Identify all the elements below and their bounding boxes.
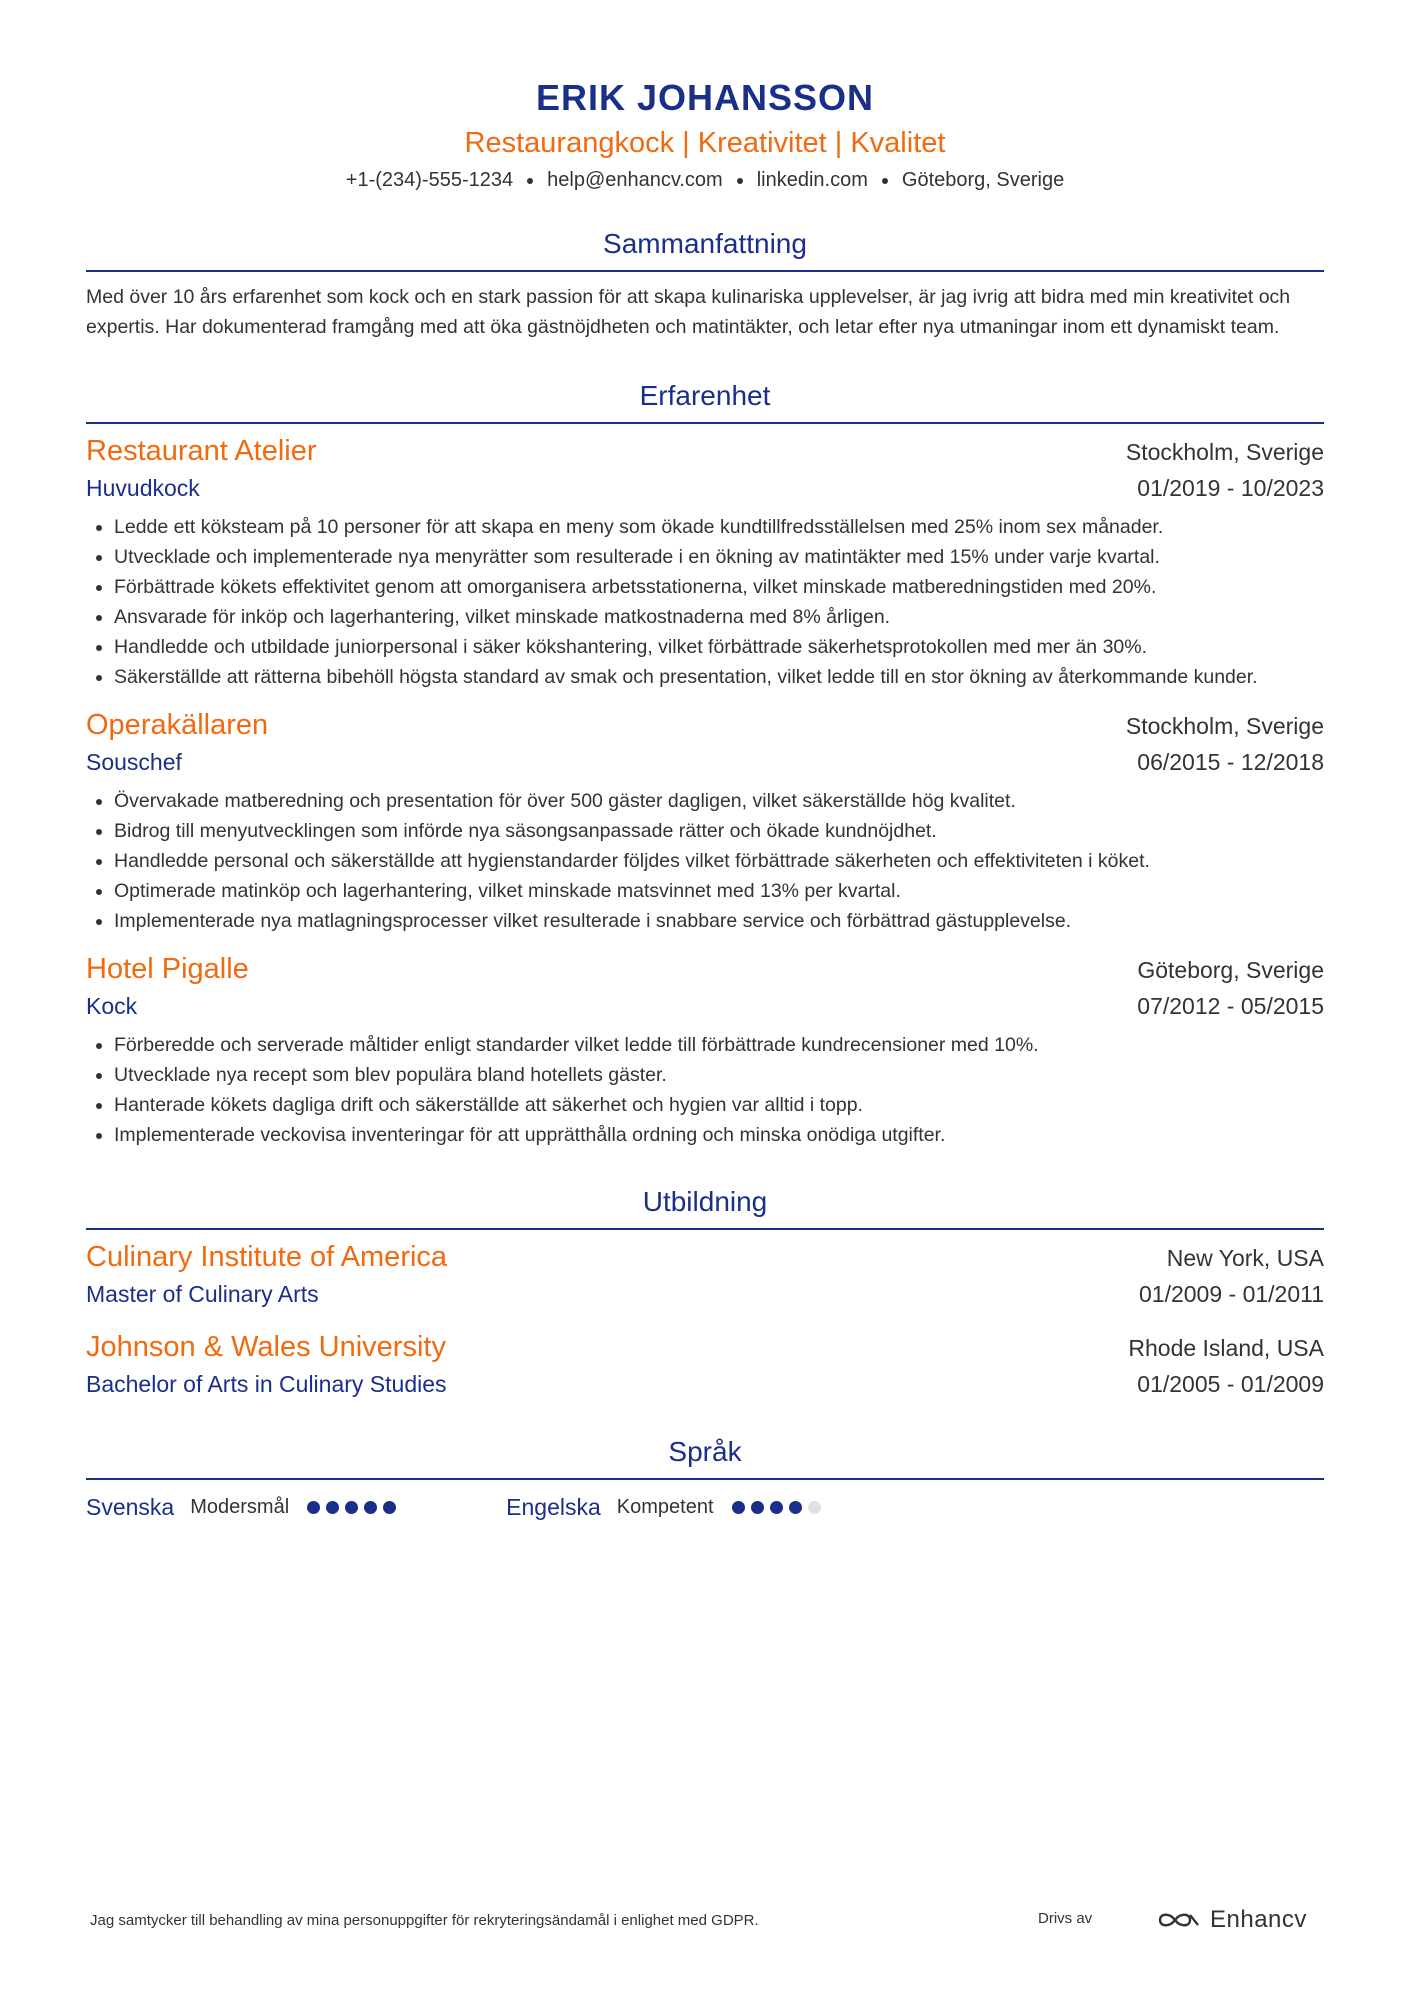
bullet-item: Ansvarade för inköp och lagerhantering, vilket minskade matkostnaderna med 8% årligen. — [86, 602, 1324, 632]
bullet-item: Implementerade nya matlagningsprocesser vilket resulterade i snabbare service och förbättrad gästupplevelse. — [86, 906, 1324, 936]
contact-line — [86, 166, 1324, 194]
school-location: New York, USA — [1166, 1245, 1324, 1271]
education-entry — [86, 1328, 1324, 1402]
education-dates: 01/2009 - 01/2011 — [1138, 1281, 1324, 1307]
degree: Master of Culinary Arts — [86, 1281, 319, 1307]
language-item — [506, 1494, 826, 1521]
email[interactable]: help@enhancv.com — [547, 169, 723, 191]
job-role: Kock — [86, 993, 138, 1019]
school-name: Johnson & Wales University — [86, 1331, 446, 1363]
job-dates: 06/2015 - 12/2018 — [1137, 749, 1324, 775]
bullet-item: Bidrog till menyutvecklingen som införde nya säsongsanpassade rätter och ökade kundnöjdhet. — [86, 816, 1324, 846]
enhancv-logo-icon — [1156, 1907, 1204, 1933]
job-entry — [86, 950, 1324, 1150]
job-entry — [86, 706, 1324, 936]
education-section — [86, 1184, 1324, 1402]
proficiency-dot-filled — [345, 1501, 358, 1514]
languages-list — [86, 1494, 1324, 1521]
education-entry — [86, 1238, 1324, 1312]
bullet-item: Hanterade kökets dagliga drift och säkerställde att säkerhet och hygien var alltid i topp. — [86, 1090, 1324, 1120]
separator-dot — [527, 178, 533, 184]
job-bullets — [86, 1030, 1324, 1150]
footer — [90, 1906, 1320, 1946]
job-location: Göteborg, Sverige — [1137, 957, 1324, 983]
language-name: Svenska — [86, 1494, 175, 1520]
bullet-item: Utvecklade och implementerade nya menyrätter som resulterade i en ökning av matintäkter med 15% under varje kvartal. — [86, 542, 1324, 572]
phone: +1-(234)-555-1234 — [345, 169, 514, 191]
degree: Bachelor of Arts in Culinary Studies — [86, 1371, 447, 1397]
proficiency-dot-filled — [364, 1501, 377, 1514]
proficiency-dot-filled — [326, 1501, 339, 1514]
school-name: Culinary Institute of America — [86, 1241, 448, 1273]
linkedin[interactable]: linkedin.com — [756, 169, 868, 191]
bullet-item: Implementerade veckovisa inventeringar för att upprätthålla ordning och minska onödiga utgifter. — [86, 1120, 1324, 1150]
candidate-name: ERIK JOHANSSON — [535, 77, 875, 118]
bullet-item: Handledde personal och säkerställde att hygienstandarder följdes vilket förbättrade säkerheten och effektiviteten i köket. — [86, 846, 1324, 876]
tagline: Restaurangkock | Kreativitet | Kvalitet — [464, 127, 946, 159]
language-level: Kompetent — [616, 1496, 714, 1518]
summary-section — [86, 226, 1324, 342]
language-item — [86, 1494, 402, 1521]
experience-section — [86, 378, 1324, 1150]
education-title: Utbildning — [86, 1184, 1324, 1230]
job-dates: 01/2019 - 10/2023 — [1137, 475, 1324, 501]
bullet-item: Förberedde och serverade måltider enligt standarder vilket ledde till förbättrade kundrecensioner med 10%. — [86, 1030, 1324, 1060]
powered-by: Drivs av — [1038, 1910, 1093, 1927]
languages-section — [86, 1434, 1324, 1521]
bullet-item: Ledde ett köksteam på 10 personer för att skapa en meny som ökade kundtillfredsställelsen med 25% inom sex månader. — [86, 512, 1324, 542]
job-dates: 07/2012 - 05/2015 — [1137, 993, 1324, 1019]
school-location: Rhode Island, USA — [1128, 1335, 1324, 1361]
location: Göteborg, Sverige — [901, 169, 1065, 191]
job-bullets — [86, 512, 1324, 692]
bullet-item: Optimerade matinköp och lagerhantering, vilket minskade matsvinnet med 13% per kvartal. — [86, 876, 1324, 906]
job-bullets — [86, 786, 1324, 936]
proficiency-dot-empty — [808, 1501, 821, 1514]
bullet-item: Handledde och utbildade juniorpersonal i säker kökshantering, vilket förbättrade säkerhetsprotokollen med mer än 30%. — [86, 632, 1324, 662]
bullet-item: Utvecklade nya recept som blev populära bland hotellets gäster. — [86, 1060, 1324, 1090]
experience-title: Erfarenhet — [86, 378, 1324, 424]
proficiency-dot-filled — [789, 1501, 802, 1514]
summary-title: Sammanfattning — [86, 226, 1324, 272]
language-level: Modersmål — [190, 1496, 290, 1518]
gdpr-consent: Jag samtycker till behandling av mina personuppgifter för rekryteringsändamål i enlighet med GDPR. — [90, 1912, 759, 1929]
company-name: Hotel Pigalle — [86, 953, 249, 985]
separator-dot — [737, 178, 743, 184]
proficiency-dot-filled — [770, 1501, 783, 1514]
proficiency-dot-filled — [751, 1501, 764, 1514]
languages-title: Språk — [86, 1434, 1324, 1480]
separator-dot — [882, 178, 888, 184]
company-name: Restaurant Atelier — [86, 435, 317, 467]
job-location: Stockholm, Sverige — [1125, 439, 1324, 465]
job-role: Huvudkock — [86, 475, 200, 501]
company-name: Operakällaren — [86, 709, 269, 741]
brand-name: Enhancv — [1210, 1906, 1307, 1933]
language-name: Engelska — [506, 1494, 601, 1520]
proficiency-dot-filled — [307, 1501, 320, 1514]
job-entry — [86, 432, 1324, 692]
job-location: Stockholm, Sverige — [1125, 713, 1324, 739]
resume-page — [86, 0, 1324, 1521]
job-role: Souschef — [86, 749, 182, 775]
bullet-item: Övervakade matberedning och presentation för över 500 gäster dagligen, vilket säkerställde hög kvalitet. — [86, 786, 1324, 816]
proficiency-dots — [732, 1501, 827, 1514]
proficiency-dot-filled — [732, 1501, 745, 1514]
bullet-item: Säkerställde att rätterna bibehöll högsta standard av smak och presentation, vilket ledde till en stor ökning av återkommande kunder. — [86, 662, 1324, 692]
summary-text: Med över 10 års erfarenhet som kock och en stark passion för att skapa kulinariska upplevelser, är jag ivrig att bidra med min kreativitet och expertis. Har dokumenterad framgång med att öka gästnöjdheten och matintäkter, och letar efter nya utmaningar inom ett dynamiskt team. — [86, 286, 1291, 338]
brand-logo[interactable] — [1156, 1906, 1307, 1934]
education-dates: 01/2005 - 01/2009 — [1137, 1371, 1324, 1397]
proficiency-dots — [307, 1501, 402, 1514]
bullet-item: Förbättrade kökets effektivitet genom att omorganisera arbetsstationerna, vilket minskade matberedningstiden med 20%. — [86, 572, 1324, 602]
proficiency-dot-filled — [383, 1501, 396, 1514]
